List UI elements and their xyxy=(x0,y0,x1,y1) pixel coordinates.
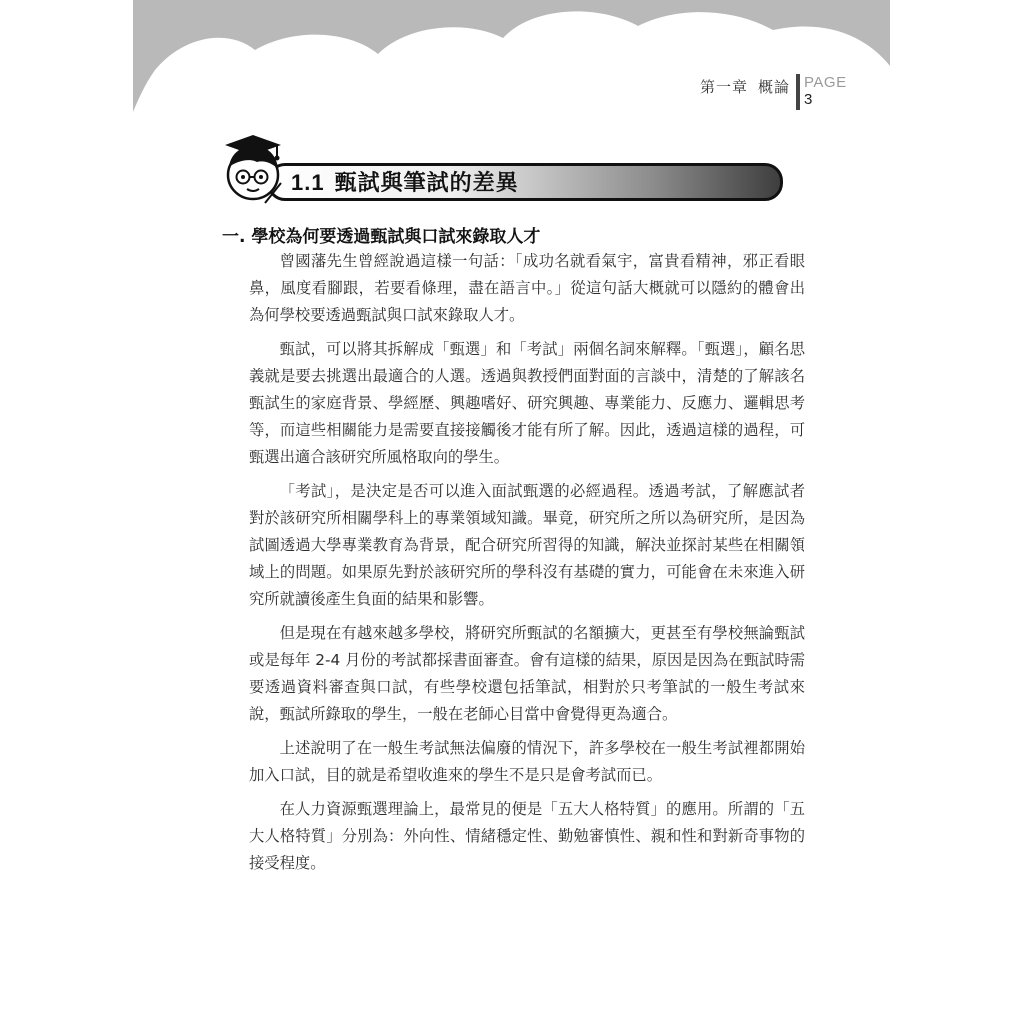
scholar-avatar-icon xyxy=(217,133,283,205)
paragraph: 「考試」，是決定是否可以進入面試甄選的必經過程。透過考試，了解應試者對於該研究所相關學科上的專業領域知識。畢竟，研究所之所以為研究所，是因為試圖透過大學專業教育為背景，配合研究所習得的知識，解決並探討某些在相關領域上的問題。如果原先對於該研究所的學科沒有基礎的實力，可能會在未來進入研究所就讀後產生負面的結果和影響。 xyxy=(249,482,805,608)
paragraph: 甄試，可以將其拆解成「甄選」和「考試」兩個名詞來解釋。「甄選」，顧名思義就是要去挑選出最適合的人選。透過與教授們面對面的言談中，清楚的了解該名甄試生的家庭背景、學經歷、興趣嗜好、研究興趣、專業能力、反應力、邏輯思考等，而這些相關能力是需要直接接觸後才能有所了解。因此，透過這樣的過程，可甄選出適合該研究所風格取向的學生。 xyxy=(249,340,805,466)
page-word: PAGE xyxy=(804,74,847,91)
chapter-title: 概論 xyxy=(758,78,791,96)
chapter-label xyxy=(700,76,800,97)
paragraph: 但是現在有越來越多學校，將研究所甄試的名額擴大，更甚至有學校無論甄試或是每年 2-4 月份的考試都採書面審查。會有這樣的結果，原因是因為在甄試時需要透過資料審查與口試，有些學校還包括筆試，相對於只考筆試的一般生考試來說，甄試所錄取的學生，一般在老師心目當中會覺得更為適合。 xyxy=(249,624,805,723)
section-header xyxy=(217,133,787,205)
page-number: 3 xyxy=(804,91,813,108)
chapter-number: 第一章 xyxy=(700,78,749,96)
paragraph: 上述說明了在一般生考試無法偏廢的情況下，許多學校在一般生考試裡都開始加入口試，目的就是希望收進來的學生不是只是會考試而已。 xyxy=(249,739,805,784)
page-divider-bar xyxy=(796,74,800,110)
section-title-text: 甄試與筆試的差異 xyxy=(334,170,519,196)
section-number: 1.1 xyxy=(291,170,325,195)
subsection-heading: 一. 學校為何要透過甄試與口試來錄取人才 xyxy=(222,227,541,247)
cloud-band-decoration xyxy=(133,0,890,140)
section-title xyxy=(291,166,519,197)
body-text xyxy=(249,248,805,884)
paragraph: 在人力資源甄選理論上，最常見的便是「五大人格特質」的應用。所謂的「五大人格特質」分別為：外向性、情緒穩定性、勤勉審慎性、親和性和對新奇事物的接受程度。 xyxy=(249,800,805,872)
paragraph: 曾國藩先生曾經說過這樣一句話：「成功名就看氣宇，富貴看精神，邪正看眼鼻，風度看腳跟，若要看條理，盡在語言中。」從這句話大概就可以隱約的體會出為何學校要透過甄試與口試來錄取人才。 xyxy=(249,252,805,324)
book-page xyxy=(133,0,890,1024)
